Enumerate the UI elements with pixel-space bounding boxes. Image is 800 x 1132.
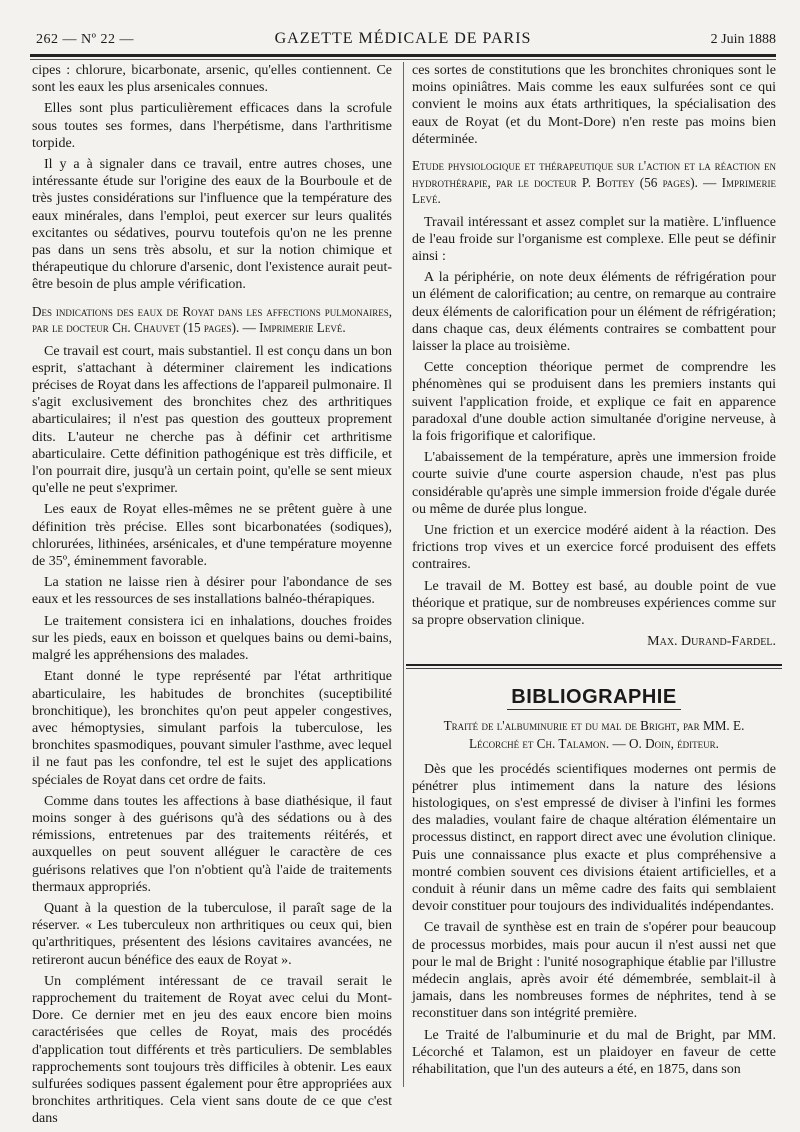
paragraph: A la périphérie, on note deux éléments de réfrigération pour un élément de calorification; au centre, on remarque au contraire deux éléments de calorification pour un élément de réfrigération; dans chaque cas, deux éléments contraires se combattent pour laisser la place au troisième.: [412, 270, 776, 354]
paragraph: Le Traité de l'albuminurie et du mal de Bright, par MM. Lécorché et Talamon, est un plaidoyer en faveur de cette réhabilitation, que l'un des auteurs a été, en 1875, dans son: [412, 1027, 776, 1078]
author-signature: Max. Durand-Fardel.: [647, 634, 776, 650]
review-heading: Des indications des eaux de Royat dans les affections pulmonaires, par le docteur Ch. Chauvet (15 pages). — Imprimerie Levé.: [32, 303, 392, 336]
paragraph: Une friction et un exercice modéré aident à la réaction. Des frictions trop vives et un exercice forcé produisent des effets contraires.: [412, 522, 776, 573]
issue-date: 2 Juin 1888: [710, 32, 776, 47]
journal-title: GAZETTE MÉDICALE DE PARIS: [274, 30, 532, 47]
paragraph: Elles sont plus particulièrement efficaces dans la scrofule sous toutes ses formes, dans l'herpétisme, dans l'arthritisme torpide.: [32, 101, 392, 151]
paragraph: Etant donné le type représenté par l'état arthritique abarticulaire, les habitudes de bronchites (suceptibilité bronchitique), les bronchites qu'on peut appeler congestives, avec hémoptysies, simulant parfois la tuberculose, les bronchites spasmodiques, pouvant simuler l'asthme, avec lequel il ne faut pas les confondre, tel est le sujet des applications spéciales de Royat dans cet ordre de faits.: [32, 669, 392, 788]
book-title-line-1: Traité de l'albuminurie et du mal de Bright, par MM. E.: [443, 717, 745, 733]
paragraph: Le travail de M. Bottey est basé, au double point de vue théorique et pratique, sur de nombreuses expériences comme sur sa propre observation clinique.: [412, 578, 776, 628]
paragraph: Il y a à signaler dans ce travail, entre autres choses, une intéressante étude sur l'origine des eaux de la Bourboule et de très justes considérations sur l'influence que la température des eaux minérales, dans l'emploi, peut exercer sur leurs qualités excitantes ou sédatives, pourvu toutefois qu'on ne les prenne pas dans un sens très absolu, et sur la notion chimique et thérapeutique du chlorure d'arsenic, dont l'existence aurait peut-être besoin de plus ample vérification.: [32, 157, 392, 293]
paragraph: Un complément intéressant de ce travail serait le rapprochement du traitement de Royat avec celui du Mont-Dore. Ce dernier met en jeu des eaux encore bien moins caractérisées que celles de Royat, mais des procédés d'application tout différents et très particuliers. De semblables rapprochements sont toujours très difficiles à obtenir. Les eaux sulfurées sodiques passent également pour être appropriées aux bronchites arthritiques. Cela vient sans doute de ce que c'est dans: [32, 973, 392, 1127]
paragraph: Quant à la question de la tuberculose, il paraît sage de la réserver. « Les tuberculeux non arthritiques ou ceux qui, bien qu'arthritiques, présentent des lésions cavitaires avancées, ne retireront aucun bénéfice des eaux de Royat ».: [32, 900, 392, 968]
paragraph: L'abaissement de la température, après une immersion froide courte suivie d'une courte aspersion chaude, n'est pas plus considérable qu'après une simple immersion froide d'égale durée ou même de durée plus longue.: [412, 450, 776, 517]
right-column: [412, 62, 776, 1082]
paragraph: Travail intéressant et assez complet sur la matière. L'influence de l'eau froide sur l'organisme est complexe. Elle peut se définir ainsi :: [412, 214, 776, 264]
paragraph: cipes : chlorure, bicarbonate, arsenic, qu'elles contiennent. Ce sont les eaux les plus arsenicales connues.: [32, 63, 392, 96]
paragraph: La station ne laisse rien à désirer pour l'abondance de ses eaux et les ressources de ses installations balnéo-thérapiques.: [32, 575, 392, 608]
paragraph: Le traitement consistera ici en inhalations, douches froides sur les pieds, eaux en boisson et quelques bains ou demi-bains, malgré les appréhensions des malades.: [32, 613, 392, 664]
paragraph: Ce travail de synthèse est en train de s'opérer pour beaucoup de processus morbides, mais pour aucun il n'est aussi net que pour le mal de Bright : l'unité nosographique établie par l'illustre médecin anglais, après avoir été démembrée, semblait-il à jamais, dans les nombreuses formes de néphrites, tend à se reconstituer dans son intégrité première.: [412, 920, 776, 1022]
header-rule: [30, 54, 776, 57]
paragraph: Les eaux de Royat elles-mêmes ne se prêtent guère à une définition très précise. Elles sont bicarbonatées (sodiques), chlorurées, lithinées, arsénicales, et d'une température moyenne de 35º, éminemment favorable.: [32, 502, 392, 570]
review-heading: Etude physiologique et thérapeutique sur l'action et la réaction en hydrothérapie, par le docteur P. Bottey (56 pages). — Imprimerie Levé.: [412, 158, 776, 207]
page-header: [30, 30, 776, 52]
paragraph: Cette conception théorique permet de comprendre les phénomènes qui se produisent dans les premiers instants qui suivent l'application froide, et explique ce fait en apparence paradoxal d'une double action simultanée d'origine nerveuse, à la fois frigorifique et calorifique.: [412, 360, 776, 444]
section-heading-wrap: [412, 686, 776, 709]
left-column: [32, 62, 392, 1132]
paragraph: Dès que les procédés scientifiques modernes ont permis de pénétrer plus intimement dans la nature des lésions histologiques, on s'est empressé de diviser à l'infini les formes des maladies, voulant faire de chaque altération élémentaire un processus distinct, en rapport direct avec une évolution clinique. Puis une connaissance plus exacte et plus compréhensive a montré combien souvent ces divisions étaient artificielles, et a conduit à réunir dans un même cadre des faits qui semblaient devoir constituer pour toujours des individualités indépendantes.: [412, 761, 776, 915]
paragraph: Ce travail est court, mais substantiel. Il est conçu dans un bon esprit, s'attachant à déterminer clairement les indications précises de Royat dans les affections de l'appareil pulmonaire. Il s'agit exclusivement des bronchites chez des arthritiques abarticulaires; il n'est pas question des goutteux proprement dits. L'auteur ne cherche pas à définir cet arthritisme abarticulaire. Cette définition pathogénique est très difficile, et l'on pourrait dire, jusqu'à un certain point, qu'elle se sent mieux qu'elle ne peut s'exprimer.: [32, 343, 392, 497]
paragraph: ces sortes de constitutions que les bronchites chroniques sont le moins opiniâtres. Mais comme les eaux sulfurées sont ce qui convient le moins aux états arthritiques, la spécialisation des eaux de Royat (et du Mont-Dore) n'en reste pas moins bien déterminée.: [412, 63, 776, 147]
book-title-line-2: Lécorché et Ch. Talamon. — O. Doin, éditeur.: [469, 736, 719, 752]
column-divider: [403, 62, 404, 1087]
header-rule-thin: [30, 59, 776, 60]
section-heading: BIBLIOGRAPHIE: [507, 689, 680, 709]
section-rule: [406, 664, 782, 669]
paragraph: Comme dans toutes les affections à base diathésique, il faut moins songer à des guérisons qu'à des sédations ou à des rémissions, entretenues par des traitements réitérés, et auxquelles on peut souvent alléguer le caractère de ces guérisons relatives que l'on n'obtient qu'à l'aide de traitements thermaux appropriés.: [32, 793, 392, 895]
page-number: 262 — Nº 22 —: [36, 32, 134, 47]
